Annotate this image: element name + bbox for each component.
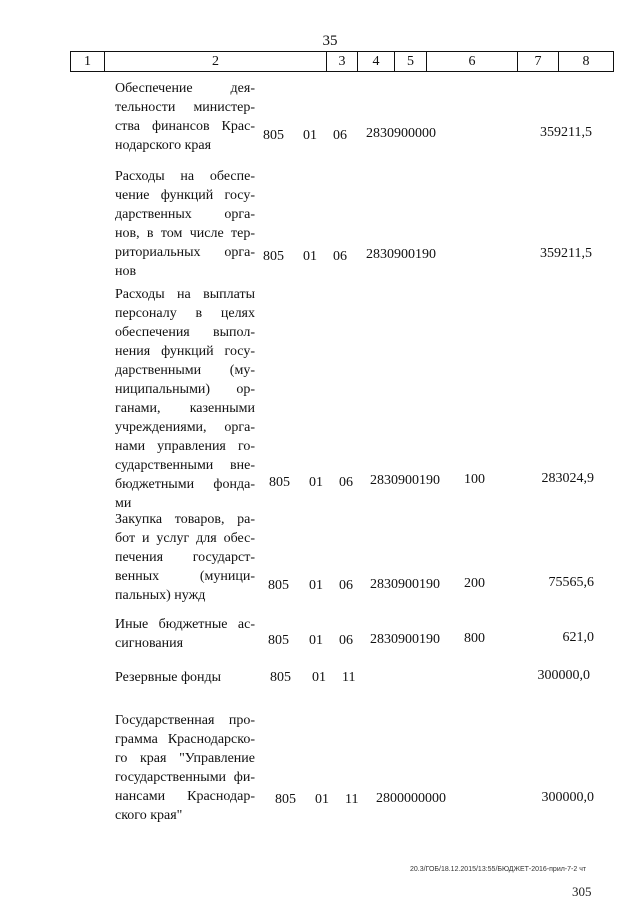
cell-col-3: 805 [263, 128, 284, 143]
header-col-6: 6 [427, 52, 518, 71]
desc-line: ганами, казенными [115, 401, 255, 416]
row-description [115, 615, 255, 653]
desc-line: нов, в том числе тер- [115, 226, 255, 241]
row-description [115, 285, 255, 513]
desc-line: персоналу в целях [115, 306, 255, 321]
cell-col-4: 01 [312, 670, 326, 685]
desc-line: Резервные фонды [115, 670, 222, 685]
cell-col-4: 01 [309, 475, 323, 490]
cell-col-5: 06 [339, 633, 353, 648]
cell-col-8: 300000,0 [541, 790, 594, 805]
cell-col-7: 100 [464, 472, 485, 487]
cell-col-5: 11 [342, 670, 356, 685]
cell-col-5: 11 [345, 792, 359, 807]
desc-line: дарственными (му- [115, 363, 255, 378]
cell-col-5: 06 [339, 475, 353, 490]
desc-line: ниципальными) ор- [115, 382, 255, 397]
cell-col-8: 359211,5 [540, 246, 592, 261]
table-header [70, 51, 614, 72]
desc-line: риториальных орга- [115, 245, 255, 260]
header-col-3: 3 [327, 52, 358, 71]
header-col-2: 2 [105, 52, 327, 71]
desc-line: нами управления го- [115, 439, 255, 454]
cell-col-3: 805 [268, 578, 289, 593]
cell-col-5: 06 [339, 578, 353, 593]
cell-col-4: 01 [303, 128, 317, 143]
cell-col-6: 2830900000 [366, 126, 436, 141]
desc-line: грамма Краснодарско- [115, 732, 255, 747]
desc-line: чение функций госу- [115, 188, 255, 203]
desc-line: печения государст- [115, 550, 255, 565]
desc-line: обеспечения выпол- [115, 325, 255, 340]
cell-col-3: 805 [268, 633, 289, 648]
sheet-number: 305 [572, 884, 592, 899]
desc-line: бот и услуг для обес- [115, 531, 255, 546]
cell-col-3: 805 [270, 670, 291, 685]
cell-col-4: 01 [309, 633, 323, 648]
cell-col-6: 2830900190 [370, 632, 440, 647]
desc-line: сигнования [115, 636, 184, 651]
desc-line: тельности министер- [115, 100, 255, 115]
header-col-4: 4 [358, 52, 395, 71]
cell-col-3: 805 [275, 792, 296, 807]
cell-col-5: 06 [333, 249, 347, 264]
cell-col-8: 75565,6 [548, 575, 594, 590]
desc-line: Закупка товаров, ра- [115, 512, 255, 527]
row-description [115, 510, 255, 605]
cell-col-3: 805 [269, 475, 290, 490]
desc-line: го края "Управление [115, 751, 255, 766]
header-col-5: 5 [395, 52, 427, 71]
cell-col-8: 359211,5 [540, 125, 592, 140]
row-description [115, 79, 255, 155]
header-col-7: 7 [518, 52, 559, 71]
desc-line: венных (муници- [115, 569, 255, 584]
cell-col-8: 621,0 [562, 630, 594, 645]
desc-line: нансами Краснодар- [115, 789, 255, 804]
cell-col-8: 300000,0 [537, 668, 590, 683]
header-col-1: 1 [71, 52, 105, 71]
cell-col-8: 283024,9 [541, 471, 594, 486]
cell-col-6: 2830900190 [370, 577, 440, 592]
desc-line: дарственных орга- [115, 207, 255, 222]
desc-line: бюджетными фонда- [115, 477, 255, 492]
cell-col-3: 805 [263, 249, 284, 264]
cell-col-6: 2830900190 [370, 473, 440, 488]
cell-col-4: 01 [309, 578, 323, 593]
cell-col-7: 200 [464, 576, 485, 591]
cell-col-5: 06 [333, 128, 347, 143]
footer-stamp: 20.3/ГОБ/18.12.2015/13:55/БЮДЖЕТ-2016-прил-7-2 чт [410, 866, 587, 873]
desc-line: пальных) нужд [115, 588, 206, 603]
desc-line: ского края" [115, 808, 183, 823]
cell-col-4: 01 [303, 249, 317, 264]
row-description [115, 167, 255, 281]
desc-line: Расходы на обеспе- [115, 169, 255, 184]
desc-line: Обеспечение дея- [115, 81, 255, 96]
desc-line: нов [115, 264, 137, 279]
cell-col-4: 01 [315, 792, 329, 807]
desc-line: нодарского края [115, 138, 212, 153]
row-description [115, 711, 255, 825]
desc-line: нения функций госу- [115, 344, 255, 359]
row-description [115, 668, 255, 687]
desc-line: ства финансов Крас- [115, 119, 255, 134]
page-number: 35 [322, 33, 338, 49]
header-col-8: 8 [582, 54, 590, 69]
desc-line: государственными фи- [115, 770, 255, 785]
desc-line: Расходы на выплаты [115, 287, 255, 302]
cell-col-6: 2830900190 [366, 247, 436, 262]
desc-line: Государственная про- [115, 713, 255, 728]
cell-col-6: 2800000000 [376, 791, 446, 806]
desc-line: сударственными вне- [115, 458, 255, 473]
desc-line: ми [115, 496, 132, 511]
desc-line: учреждениями, орга- [115, 420, 255, 435]
cell-col-7: 800 [464, 631, 485, 646]
desc-line: Иные бюджетные ас- [115, 617, 255, 632]
